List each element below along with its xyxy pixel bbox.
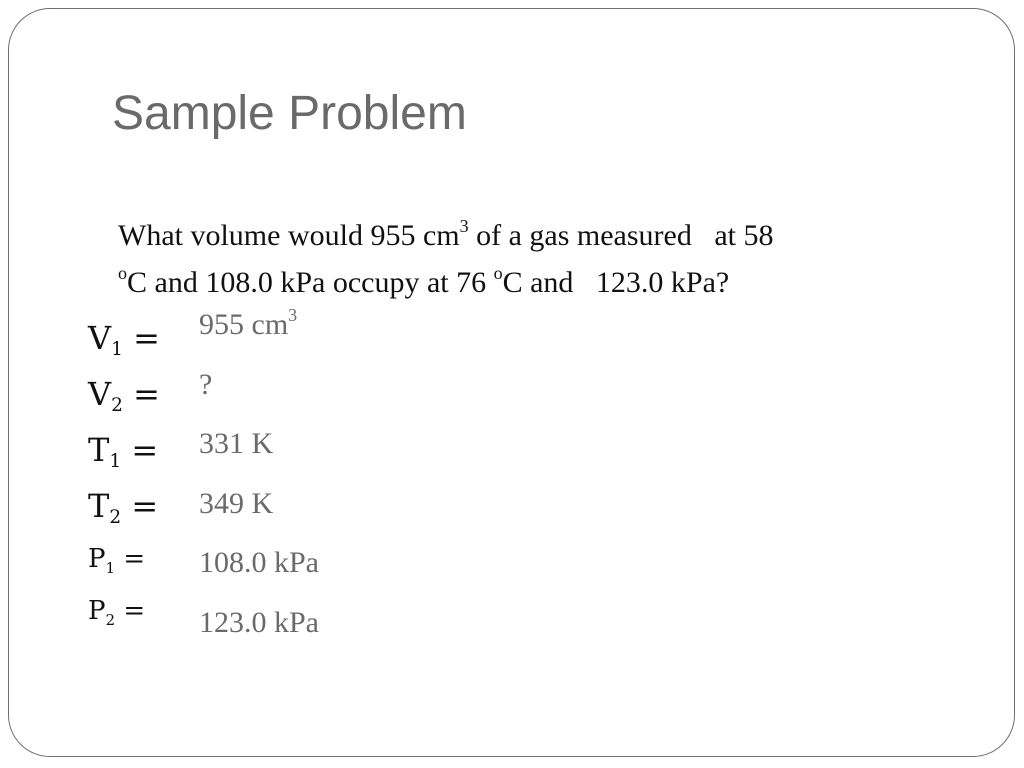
value-p2: 123.0 kPa	[199, 606, 319, 639]
question-line-2-part-a: C and 108.0 kPa occupy at 76	[127, 266, 494, 299]
variable-subscript: 2	[111, 395, 123, 416]
variable-label-t1	[88, 431, 159, 472]
slide-title: Sample Problem	[112, 87, 467, 140]
equals-sign: =	[121, 487, 159, 525]
value-t1: 331 K	[199, 427, 274, 460]
question-line-2	[118, 259, 918, 306]
value-exponent: 3	[288, 305, 298, 325]
variable-subscript: 1	[111, 339, 123, 360]
value-text: 955 cm	[199, 308, 289, 341]
variable-letter: T	[88, 487, 110, 525]
variable-label-t2	[88, 487, 159, 528]
value-v2: ?	[199, 368, 213, 401]
variable-subscript: 1	[105, 559, 116, 577]
question-text	[118, 212, 918, 306]
equals-sign: =	[121, 431, 159, 469]
equals-sign: =	[115, 544, 146, 574]
variable-label-v2	[88, 375, 160, 416]
question-degree-symbol-2: o	[493, 263, 503, 283]
equals-sign: =	[115, 596, 146, 626]
value-v1	[199, 305, 298, 342]
variable-letter: T	[88, 431, 110, 469]
question-cm-exponent: 3	[459, 216, 469, 236]
question-line-1	[118, 212, 918, 259]
variable-label-p1	[88, 544, 146, 577]
variable-letter: V	[88, 375, 112, 413]
variable-subscript: 2	[105, 611, 116, 629]
question-line-2-part-b: C and 123.0 kPa?	[502, 266, 730, 299]
variable-letter: P	[88, 596, 106, 626]
value-p1: 108.0 kPa	[199, 546, 319, 579]
equals-sign: =	[122, 319, 160, 357]
variable-label-p2	[88, 596, 146, 629]
variable-label-v1	[88, 319, 160, 360]
variable-letter: P	[88, 544, 106, 574]
variable-subscript: 2	[109, 507, 122, 528]
value-t2: 349 K	[199, 487, 274, 520]
question-line-1-part-a: What volume would 955 cm	[118, 219, 460, 252]
variable-subscript: 1	[109, 451, 122, 472]
question-degree-symbol-1: o	[118, 263, 127, 283]
variable-letter: V	[88, 319, 112, 357]
equals-sign: =	[122, 375, 160, 413]
question-line-1-part-b: of a gas measured at 58	[468, 219, 774, 252]
